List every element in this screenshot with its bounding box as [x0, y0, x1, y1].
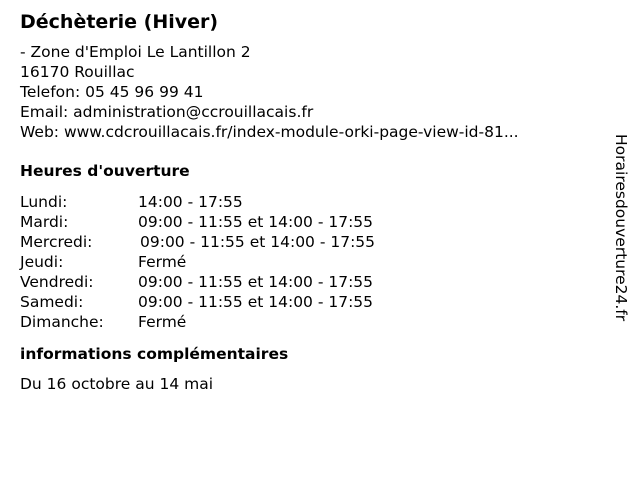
hours-range: 09:00 - 11:55 et 14:00 - 17:55 [138, 273, 374, 291]
hours-range: 09:00 - 11:55 et 14:00 - 17:55 [140, 233, 376, 251]
city-line: 16170 Rouillac [20, 63, 135, 81]
hours-day: Mardi: [20, 213, 69, 231]
hours-range: 09:00 - 11:55 et 14:00 - 17:55 [138, 213, 374, 231]
street-line: - Zone d'Emploi Le Lantillon 2 [20, 43, 251, 61]
hours-row [20, 212, 600, 232]
email-line[interactable]: Email: administration@ccrouillacais.fr [20, 103, 314, 121]
address-block [20, 42, 600, 142]
phone-line[interactable]: Telefon: 05 45 96 99 41 [20, 83, 204, 101]
hours-day: Lundi: [20, 193, 68, 211]
web-line[interactable]: Web: www.cdcrouillacais.fr/index-module-orki-page-view-id-81... [20, 123, 519, 141]
hours-heading: Heures d'ouverture [20, 162, 190, 180]
hours-day: Samedi: [20, 293, 84, 311]
hours-range: 09:00 - 11:55 et 14:00 - 17:55 [138, 293, 374, 311]
hours-row [20, 252, 600, 272]
hours-day: Mercredi: [20, 233, 93, 251]
hours-day: Vendredi: [20, 273, 94, 291]
hours-row [20, 292, 600, 312]
hours-table [20, 192, 600, 332]
site-watermark: Horairesdouverture24.fr [612, 134, 630, 322]
info-text: Du 16 octobre au 14 mai [20, 375, 214, 393]
hours-row [20, 272, 600, 292]
hours-range: Fermé [138, 253, 187, 271]
hours-row [20, 192, 600, 212]
hours-day: Dimanche: [20, 313, 104, 331]
hours-range: 14:00 - 17:55 [138, 193, 243, 211]
hours-row [20, 232, 600, 252]
hours-day: Jeudi: [20, 253, 64, 271]
listing-card [20, 10, 600, 394]
info-heading: informations complémentaires [20, 345, 289, 363]
hours-row [20, 312, 600, 332]
hours-range: Fermé [138, 313, 187, 331]
page-title: Déchèterie (Hiver) [20, 11, 219, 33]
